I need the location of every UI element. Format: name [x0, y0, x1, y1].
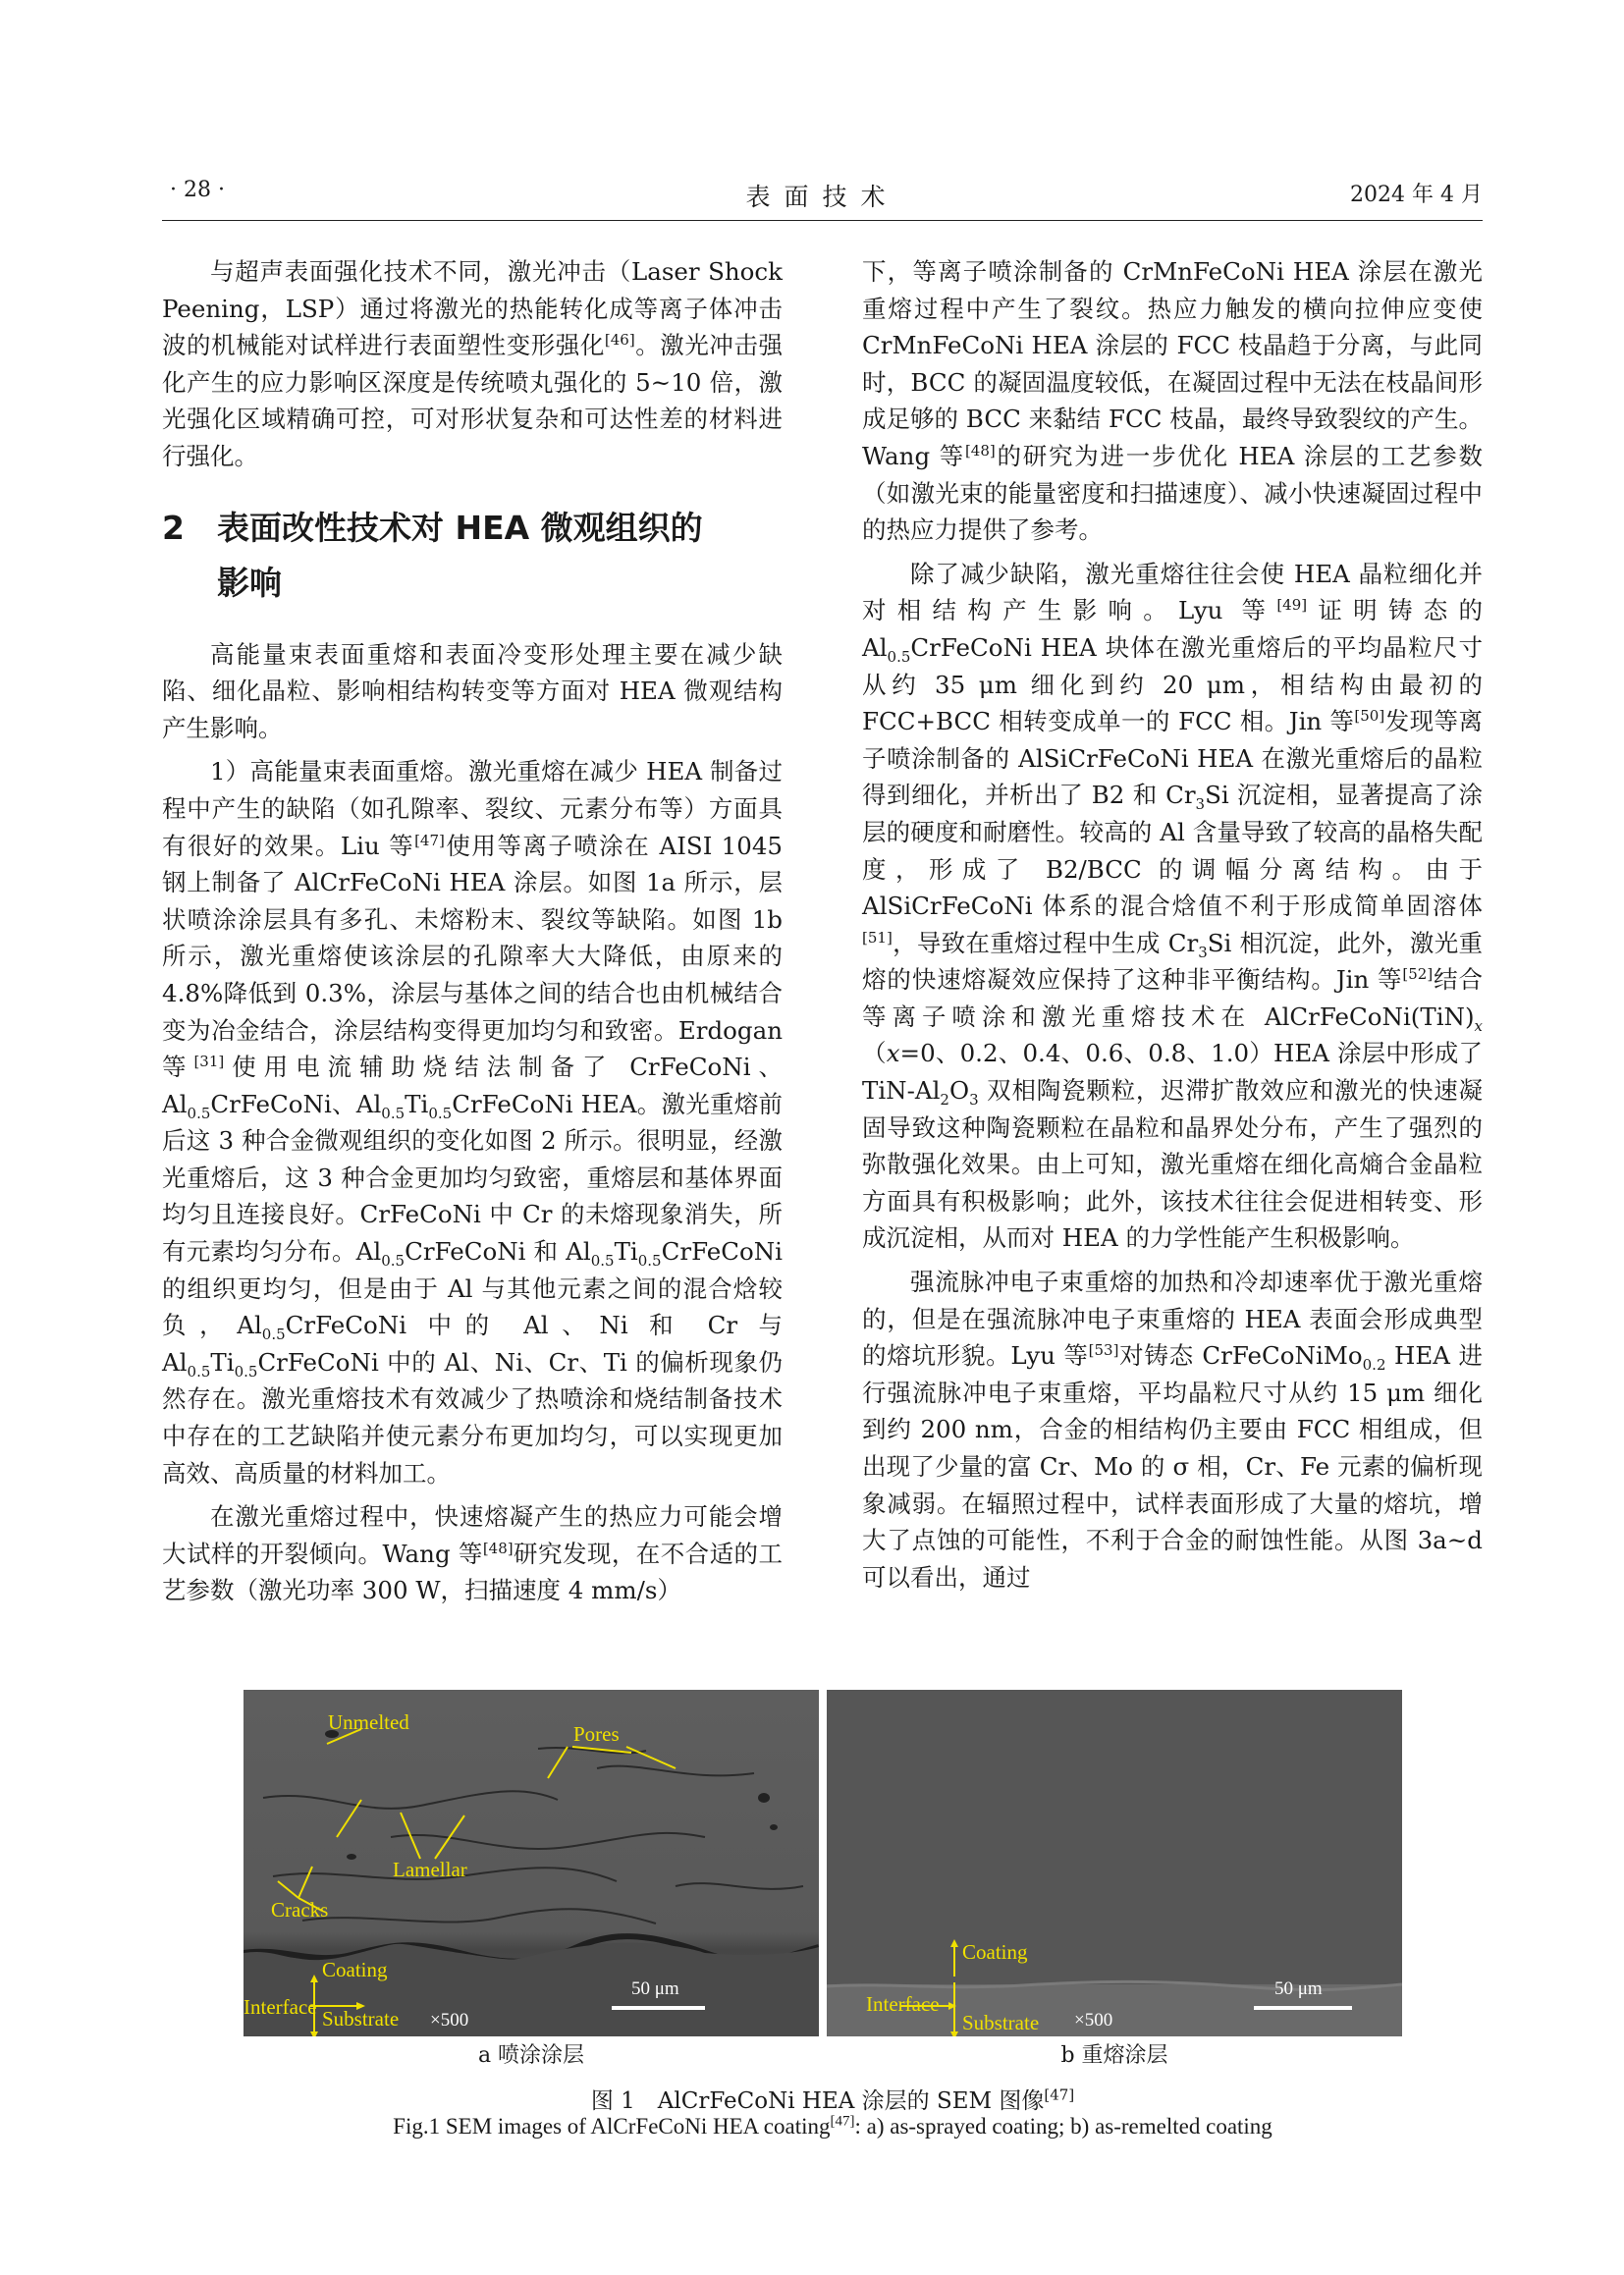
label-magnification: ×500 [430, 2010, 469, 2031]
section-number: 2 [162, 508, 185, 547]
sem-image-remelted [827, 1690, 1402, 2036]
sem-image-sprayed [244, 1690, 819, 2036]
subcaption-b: b 重熔涂层 [1060, 2043, 1168, 2068]
paragraph: 高能量束表面重熔和表面冷变形处理主要在减少缺陷、细化晶粒、影响相结构转变等方面对 HEA 微观结构产生影响。 [162, 639, 783, 742]
scale-label: 50 μm [1274, 1978, 1323, 1999]
paragraph: 除了减少缺陷，激光重熔往往会使 HEA 晶粒细化并对相结构产生影响。Lyu 等[49]证明铸态的 $Al_{0.5}CrFeCoNi$ HEA 块体在激光重熔后的平均晶粒尺寸从约 35 μm 细化到约 20 μm，相结构由最初的 FCC+BCC 相转变成单一的 FCC 相。Jin 等[50]发现等离子喷涂制备的 AlSiCrFeCoNi HEA 在激光重熔后的晶粒得到细化，并析出了 B2 和 $Cr_3Si$ 沉淀相，显著提高了涂层的硬度和耐磨性。较高的 Al 含量导致了较高的晶格失配度，形成了 B2/BCC 的调幅分离结构。由于 AlSiCrFeCoNi 体系的混合焓值不利于形成简单固溶体[51]，导致在重熔过程中生成 $Cr_3Si$ 相沉淀，此外，激光重熔的快速熔凝效应保持了这种非平衡结构。Jin 等[52]结合等离子喷涂和激光重熔技术在 $AlCrFeCoNi(TiN)_x(x=0$、0.2、0.4、0.6、0.8、1.0）HEA 涂层中形成了 TiN-$Al_2O_3$ 双相陶瓷颗粒，迟滞扩散效应和激光的快速凝固导致这种陶瓷颗粒在晶粒和晶界处分布，产生了强烈的弥散强化效果。由上可知，激光重熔在细化高熵合金晶粒方面具有积极影响；此外，该技术往往会促进相转变、形成沉淀相，从而对 HEA 的力学性能产生积极影响。 [862, 559, 1484, 1253]
intro-paragraph: 与超声表面强化技术不同，激光冲击（Laser Shock Peening，LSP）通过将激光的热能转化成等离子体冲击波的机械能对试样进行表面塑性变形强化[46]。激光冲击强化产生的应力影响区深度是传统喷丸强化的 5~10 倍，激光强化区域精确可控，可对形状复杂和可达性差的材料进行强化。 [162, 257, 784, 470]
paragraph: 在激光重熔过程中，快速熔凝产生的热应力可能会增大试样的开裂倾向。Wang 等[48]研究发现，在不合适的工艺参数（激光功率 300 W，扫描速度 4 mm/s） [162, 1502, 783, 1605]
label-magnification: ×500 [1074, 2010, 1113, 2031]
journal-title: 表面技术 [745, 183, 899, 211]
right-column [862, 253, 1483, 1596]
label-unmelted: Unmelted [328, 1710, 409, 1734]
figure-caption-en: Fig.1 SEM images of AlCrFeCoNi HEA coating[47]: a) as-sprayed coating; b) as-remelted coating [393, 2113, 1272, 2139]
label-coating: Coating [322, 1958, 388, 1981]
paragraph: 1）高能量束表面重熔。激光重熔在减少 HEA 制备过程中产生的缺陷（如孔隙率、裂纹、元素分布等）方面具有很好的效果。Liu 等[47]使用等离子喷涂在 AISI 1045 钢上制备了 AlCrFeCoNi HEA 涂层。如图 1a 所示，层状喷涂涂层具有多孔、未熔粉末、裂纹等缺陷。如图 1b 所示，激光重熔使该涂层的孔隙率大大降低，由原来的 4.8%降低到 0.3%，涂层与基体之间的结合也由机械结合变为冶金结合，涂层结构变得更加均匀和致密。Erdogan 等[31]使用电流辅助烧结法制备了 CrFeCoNi、$Al_{0.5}CrFeCoNi$、$Al_{0.5}Ti_{0.5}CrFeCoNi$ HEA。激光重熔前后这 3 种合金微观组织的变化如图 2 所示。很明显，经激光重熔后，这 3 种合金更加均匀致密，重熔层和基体界面均匀且连接良好。CrFeCoNi 中 Cr 的未熔现象消失，所有元素均匀分布。$Al_{0.5}CrFeCoNi$ 和 $Al_{0.5}Ti_{0.5}CrFeCoNi$ 的组织更均匀，但是由于 Al 与其他元素之间的混合焓较负，$Al_{0.5}CrFeCoNi$ 中的 Al、Ni 和 Cr 与 $Al_{0.5}Ti_{0.5}CrFeCoNi$ 中的 Al、Ni、Cr、Ti 的偏析现象仍然存在。激光重熔技术有效减少了热喷涂和烧结制备技术中存在的工艺缺陷并使元素分布更加均匀，可以实现更加高效、高质量的材料加工。 [162, 757, 784, 1488]
label-cracks: Cracks [271, 1898, 329, 1922]
paragraph: 下，等离子喷涂制备的 CrMnFeCoNi HEA 涂层在激光重熔过程中产生了裂纹。热应力触发的横向拉伸应变使 CrMnFeCoNi HEA 涂层的 FCC 枝晶趋于分离，与此同时，BCC 的凝固温度较低，在凝固过程中无法在枝晶间形成足够的 BCC 来黏结 FCC 枝晶，最终导致裂纹的产生。Wang 等[48]的研究为进一步优化 HEA 涂层的工艺参数（如激光束的能量密度和扫描速度）、减小快速凝固过程中的热应力提供了参考。 [862, 257, 1483, 545]
figure-caption-zh: 图 1 AlCrFeCoNi HEA 涂层的 SEM 图像[47] [590, 2085, 1075, 2114]
scale-label: 50 μm [631, 1978, 679, 1999]
label-substrate: Substrate [962, 2011, 1040, 2034]
label-substrate: Substrate [322, 2007, 400, 2031]
label-lamellar: Lamellar [393, 1858, 467, 1881]
label-interface: Interface [866, 1992, 940, 2016]
label-coating: Coating [962, 1940, 1028, 1964]
header-rule [162, 220, 1483, 221]
section-title-line1: 表面改性技术对 HEA 微观组织的 [217, 508, 703, 547]
running-header [162, 178, 1483, 223]
issue-date: 2024 年 4 月 [1350, 183, 1483, 207]
label-pores: Pores [573, 1722, 620, 1746]
left-column [162, 253, 783, 1609]
paragraph: 强流脉冲电子束重熔的加热和冷却速率优于激光重熔的，但是在强流脉冲电子束重熔的 HEA 表面会形成典型的熔坑形貌。Lyu 等[53]对铸态 CrFeCoNiMo$_{0.2}$ HEA 进行强流脉冲电子束重熔，平均晶粒尺寸从约 15 μm 细化到约 200 nm，合金的相结构仍主要由 FCC 相组成，但出现了少量的富 Cr、Mo 的 σ 相，Cr、Fe 元素的偏析现象减弱。在辐照过程中，试样表面形成了大量的熔坑，增大了点蚀的可能性，不利于合金的耐蚀性能。从图 3a~d 可以看出，通过 [862, 1268, 1483, 1592]
subcaption-a: a 喷涂涂层 [477, 2043, 585, 2068]
section-heading [162, 501, 783, 611]
page-number: · 28 · [170, 178, 225, 202]
section-title-line2: 影响 [217, 563, 282, 602]
label-interface: Interface [244, 1995, 317, 2019]
